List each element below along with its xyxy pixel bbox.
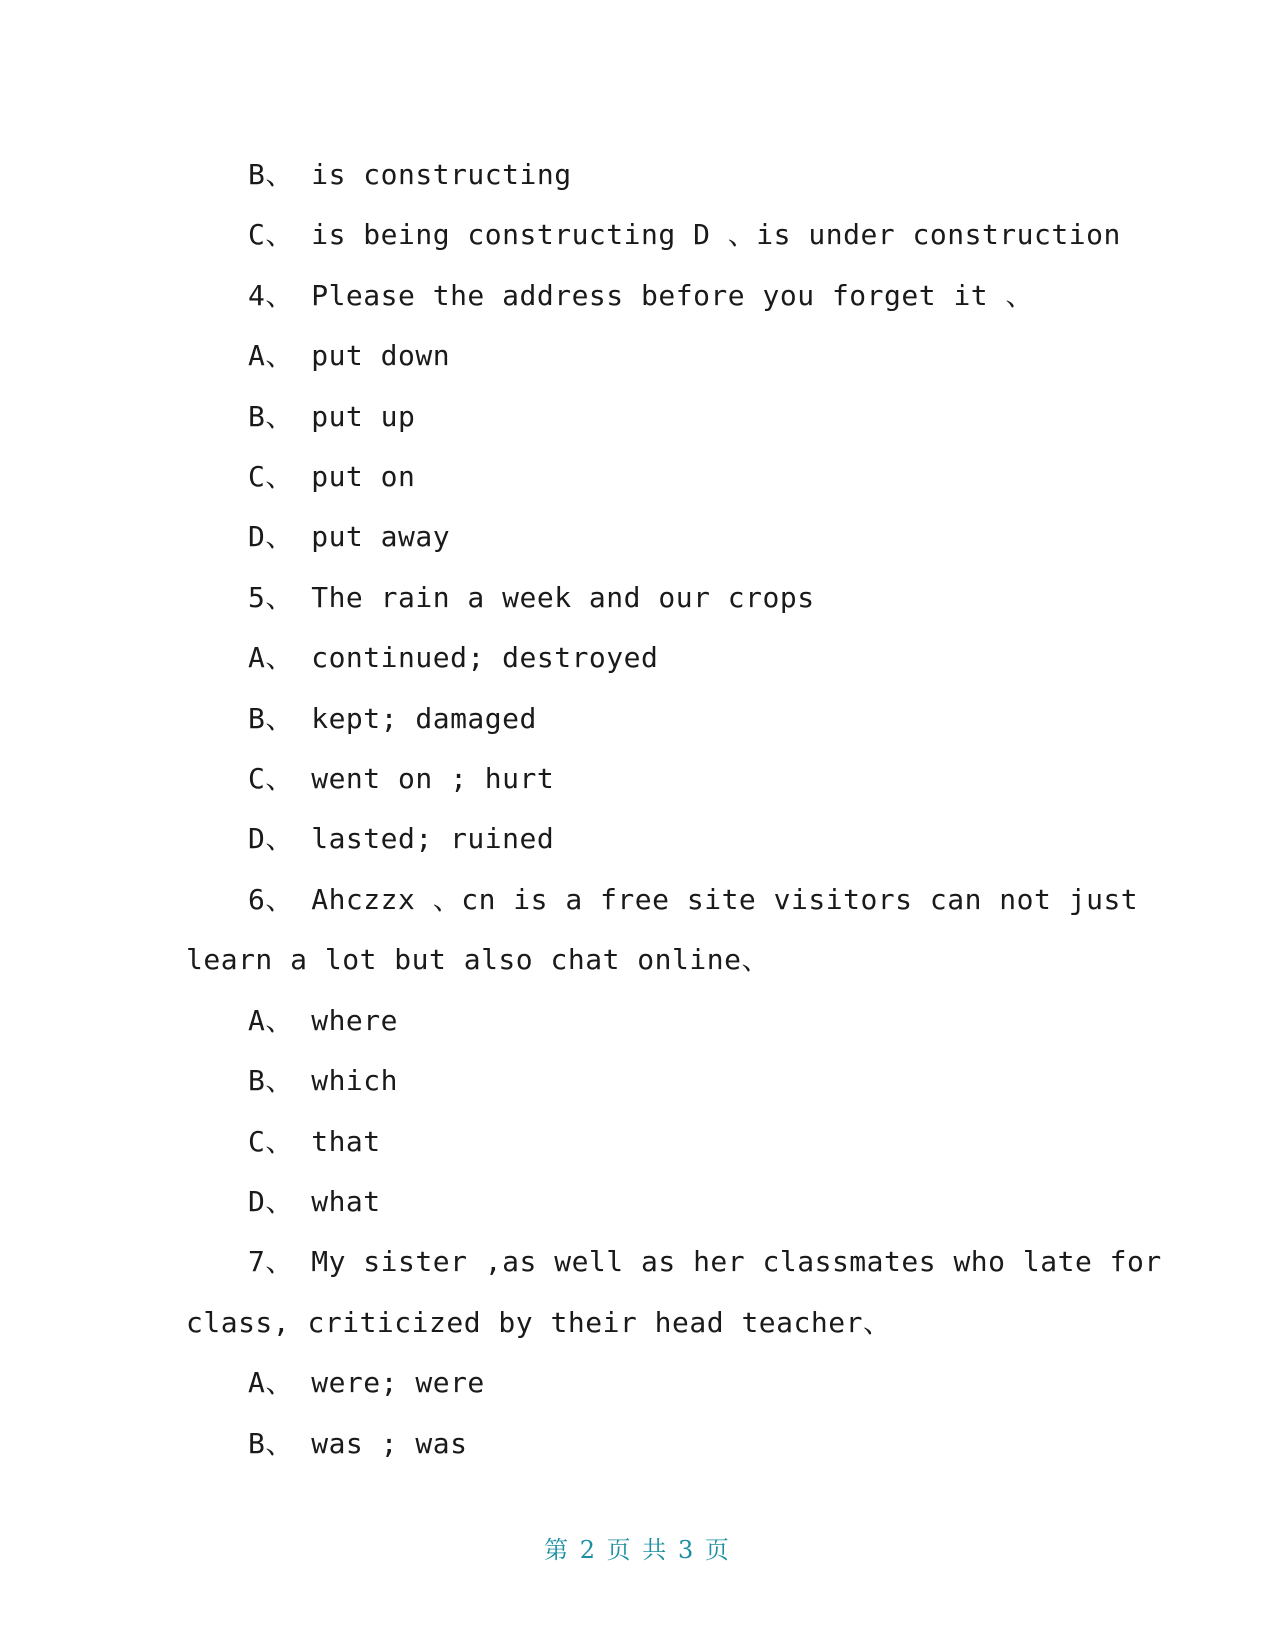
text-line: learn a lot but also chat online、 <box>186 943 770 977</box>
text-line: A、 continued; destroyed <box>248 641 659 675</box>
text-line: C、 put on <box>248 460 416 494</box>
text-line: class, criticized by their head teacher、 <box>186 1305 892 1339</box>
text-line: 5、 The rain a week and our crops <box>248 580 815 614</box>
text-line: D、 put away <box>248 520 451 554</box>
text-line: B、 is constructing <box>248 158 572 191</box>
text-line: C、 that <box>248 1124 381 1158</box>
text-line: B、 was ; was <box>248 1426 468 1460</box>
text-line: B、 which <box>248 1064 399 1098</box>
text-line: A、 where <box>248 1003 399 1037</box>
text-line: D、 lasted; ruined <box>248 822 555 856</box>
text-line: 4、 Please the address before you forget it 、 <box>248 278 1035 312</box>
text-line: D、 what <box>248 1184 381 1218</box>
page-footer: 第 2 页 共 3 页 <box>544 1536 731 1564</box>
text-line: B、 put up <box>248 399 416 433</box>
document-body <box>186 145 1162 1474</box>
text-line: 7、 My sister ,as well as her classmates who late for <box>248 1245 1162 1279</box>
text-line: B、 kept; damaged <box>248 701 537 735</box>
text-line: A、 were; were <box>248 1366 485 1400</box>
text-line: A、 put down <box>248 339 451 373</box>
text-line: C、 is being constructing D 、is under construction <box>248 218 1121 252</box>
text-line: 6、 Ahczzx 、cn is a free site visitors can not just <box>248 882 1139 916</box>
text-line: C、 went on ; hurt <box>248 762 555 796</box>
